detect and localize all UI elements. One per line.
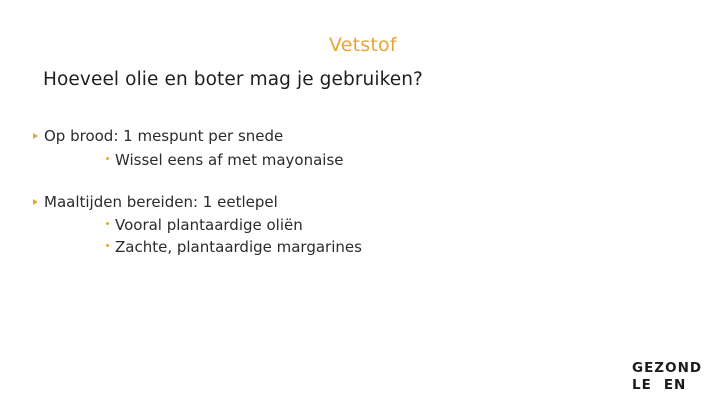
sub-bullet-item — [106, 238, 362, 256]
bullet-text: Maaltijden bereiden: 1 eetlepel — [44, 193, 278, 211]
sub-bullet-item — [106, 151, 344, 169]
sub-bullet-item — [106, 216, 303, 234]
sub-bullet-text: Wissel eens af met mayonaise — [115, 151, 344, 169]
sub-bullet-text: Zachte, plantaardige margarines — [115, 238, 362, 256]
dot-bullet-icon — [106, 244, 109, 247]
triangle-bullet-icon — [33, 133, 38, 139]
logo-line-2-right: EN — [663, 377, 687, 393]
triangle-bullet-icon — [33, 199, 38, 205]
bullet-text: Op brood: 1 mespunt per snede — [44, 127, 284, 145]
logo-line-2 — [632, 377, 708, 394]
slide-title: Hoeveel olie en boter mag je gebruiken? — [43, 69, 423, 90]
bullet-item — [33, 127, 283, 145]
sub-bullet-text: Vooral plantaardige oliën — [115, 216, 303, 234]
logo-line-2-left: LE — [632, 377, 652, 393]
dot-bullet-icon — [106, 222, 109, 225]
bullet-item — [33, 193, 278, 211]
logo-line-1: GEZOND — [632, 360, 703, 376]
dot-bullet-icon — [106, 157, 109, 160]
gezond-leven-logo — [632, 360, 708, 394]
section-title: Vetstof — [329, 34, 397, 56]
